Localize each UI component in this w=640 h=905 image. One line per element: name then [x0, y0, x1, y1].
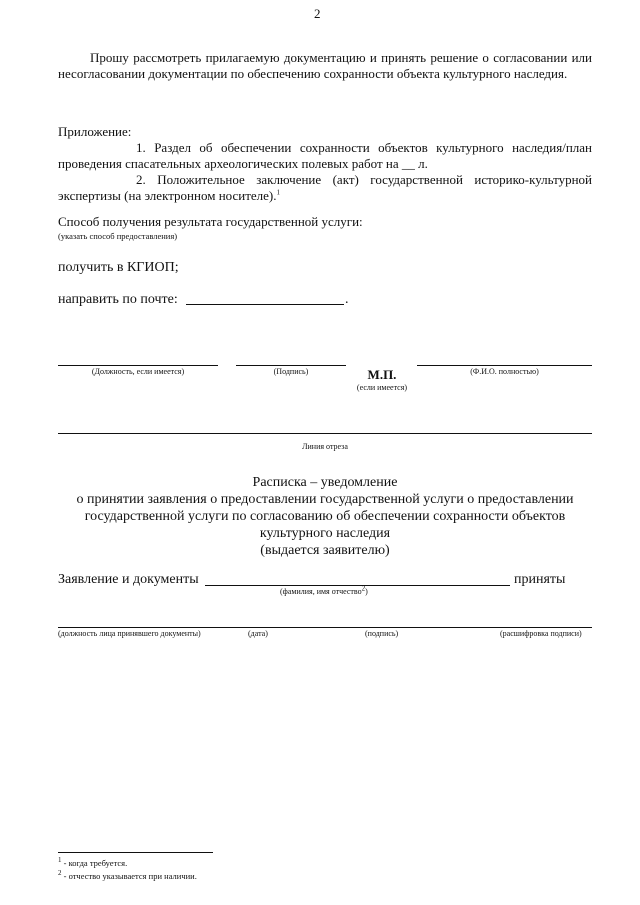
footnote-2: $^2$ - отчество указывается при наличии.: [58, 869, 197, 881]
receipt-position-caption: (должность лица принявшего документы): [58, 629, 201, 638]
appendix-heading: Приложение:: [58, 124, 132, 139]
accepted-prefix: Заявление и документы: [58, 572, 199, 587]
mail-address-end: .: [345, 292, 349, 307]
cut-line-caption: Линия отреза: [302, 442, 348, 451]
fio-hint: (фамилия, имя отчество$^2$): [280, 584, 368, 596]
stamp-note: (если имеется): [356, 383, 408, 392]
sign-caption: (Подпись): [273, 367, 309, 376]
method-option-mail: направить по почте:: [58, 292, 178, 307]
sign-line: [236, 365, 346, 366]
receipt-title-line-3: государственной услуги по согласованию об обеспечении сохранности объектов: [84, 509, 566, 524]
stamp-label: М.П.: [367, 367, 397, 382]
footnote-mark-1: 1: [276, 188, 280, 197]
appendix-item-1: 1. Раздел об обеспечении сохранности объектов культурного наследия/план проведения спасательных археологических полевых работ на __ л.: [58, 140, 592, 171]
appendix-item-2: 2. Положительное заключение (акт) государственной историко-культурной экспертизы (на электронном носителе).$^1$: [58, 172, 592, 203]
position-line: [58, 365, 218, 366]
method-hint: (указать способ предоставления): [58, 231, 178, 241]
page-number: 2: [314, 6, 321, 21]
receipt-title: [40, 474, 610, 559]
method-label: Способ получения результата государственной услуги:: [58, 214, 363, 229]
receipt-sign-caption: (подпись): [365, 629, 399, 638]
name-caption: (Ф.И.О. полностью): [470, 367, 539, 376]
receipt-title-line-5: (выдается заявителю): [260, 543, 390, 558]
receipt-signature-line: [58, 627, 592, 628]
footnote-1: $^1$ - когда требуется.: [58, 856, 128, 868]
receipt-date-caption: (дата): [248, 629, 268, 638]
position-caption: (Должность, если имеется): [91, 367, 185, 376]
receipt-title-line-2: о принятии заявления о предоставлении государственной услуги о предоставлении: [76, 492, 574, 507]
name-line: [417, 365, 592, 366]
receipt-title-line-4: культурного наследия: [259, 526, 391, 541]
receipt-decode-caption: (расшифровка подписи): [500, 629, 582, 638]
applicant-name-line: [205, 585, 510, 586]
footnote-separator: [58, 852, 213, 853]
cut-line: [58, 433, 592, 434]
mail-address-line: [186, 304, 344, 305]
method-option-kgiop: получить в КГИОП;: [58, 260, 179, 275]
request-paragraph: Прошу рассмотреть прилагаемую документацию и принять решение о согласовании или несогласовании документации по обеспечению сохранности объекта культурного наследия.: [58, 50, 592, 81]
accepted-suffix: приняты: [514, 572, 566, 587]
receipt-title-line-1: Расписка – уведомление: [252, 475, 398, 490]
footnote-mark-2: 2: [361, 584, 366, 593]
